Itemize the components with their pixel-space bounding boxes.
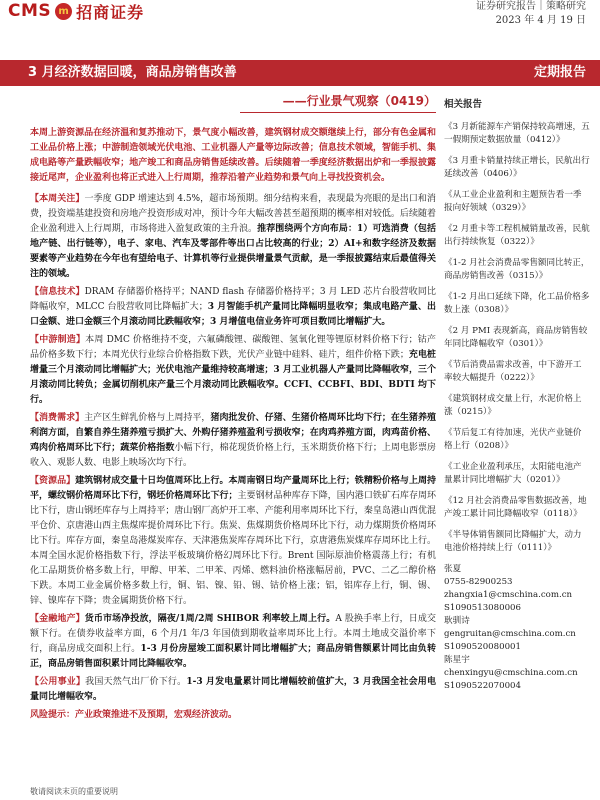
section-bold-text: 货币市场净投放，隔夜/1周/2周 SHIBOR 利率较上周上行。 (84, 614, 336, 624)
section-tag: 【中游制造】 (30, 335, 86, 345)
analyst-name: 陈星宇 (444, 655, 470, 665)
section-tag: 【本周关注】 (30, 194, 85, 204)
section-text: 主产区生鲜乳价格与上周持平， (84, 413, 211, 423)
main-content (30, 126, 436, 723)
logo-mark-icon: m (55, 3, 72, 20)
related-reports-heading: 相关报告 (444, 99, 483, 110)
report-date: 2023 年 4 月 19 日 (495, 15, 586, 26)
analyst-email[interactable]: chenxingyu@cmschina.com.cn (444, 668, 578, 678)
section-resources (30, 474, 436, 609)
sidebar (444, 98, 590, 693)
related-report-link[interactable]: 《半导体销售额同比降幅扩大，动力电池价格持续上行（0111）》 (444, 530, 582, 553)
section-information-tech (30, 285, 436, 330)
related-report-link[interactable]: 《从工业企业盈利和主题预告看一季报向好领域（0329）》 (444, 190, 582, 213)
analyst-contacts (444, 563, 590, 693)
analyst-email[interactable]: zhangxia1@cmschina.com.cn (444, 590, 573, 600)
analyst-phone: 0755-82900253 (444, 577, 513, 587)
analyst-name: 耿驯诗 (444, 616, 470, 626)
section-text: 一季度 GDP 增速达到 4.5%，超市场预期。细分结构来看，表现最为亮眼的是出口和消费，投资端基建投资和房地产投资形成对冲，预计今年大幅改善甚至超预期的概率相对较低。后续随着企业盈利进入上行周期，市场将进入盈复政策的主升浪。 (30, 194, 436, 234)
section-finance-realestate (30, 612, 436, 672)
summary-paragraph: 本周上游资源品在经济温和复苏推动下，景气度小幅改善，建筑钢材成交额继续上行，部分有色金属和工业品价格上涨；中游制造领域光伏电池、工业机器人产量等边际改善；信息技术领域，智能手机、集成电路等产量跌幅收窄；地产竣工和商品房销售延续改善。后续随着一季度经济数据出炉和一季报披露接近尾声，企业盈利也将正式进入上行周期，推荐沿着产业趋势和景气向上寻找投资机会。 (30, 128, 436, 183)
related-report-link[interactable]: 《3 月新能源车产销保持较高增速，五一假期预定数据放量（0412）》 (444, 122, 590, 145)
analyst-name: 张夏 (444, 564, 462, 574)
section-bold-text-2: 1-3 月份房屋竣工面积累计同比增幅扩大；商品房销售额累计同比由负转正，商品房销售面积累计同比降幅收窄。 (30, 644, 436, 669)
related-report-link[interactable]: 《节后消费品需求改善，中下游开工率较大幅提升（0222）》 (444, 360, 582, 383)
section-text: 我国天然气出厂价下行。 (85, 677, 187, 687)
section-bold-text: 3 月智能手机产量同比降幅明显收窄；集成电路产量、出口金额、进口金额三个月滚动同比跌幅收窄；3 月增值电信业务许可项目数同比增幅扩大。 (30, 302, 436, 327)
section-bold-text: 建筑钢材成交量十日均值周环比上行。本周南钢日均产量周环比上行；铁精粉价格与上周持平，螺纹钢价格周环比下行，钢坯价格周环比下行； (30, 476, 436, 501)
section-tag: 【金融地产】 (30, 614, 85, 624)
section-bold-text: 推荐围绕两个方向布局：1）可选消费（包括地产链、出行链等），电子、家电、汽车及零部件等出口占比较高的行业；2）AI+和数字经济及数据要素等产业趋势在今年也有望给电子、计算机等行业提供增量景气贡献，是一季报披露结束后最值得关注的领域。 (30, 224, 436, 279)
section-text: 本周 DMC 价格维持不变，六氟磷酸锂、碳酸锂、氢氧化锂等锂原材料价格下行；钴产品价格多数下行；本周光伏行业综合价格指数下跌，光伏产业链中硅料、硅片，组件价格下跌； (30, 335, 436, 360)
report-title: 3 月经济数据回暖，商品房销售改善 (28, 65, 237, 80)
section-text-continued: 小幅下行，棉花现货价格上行，玉米期货价格下行；上周电影票房收入、观影人数、电影上映场次均下行。 (30, 443, 436, 468)
related-report-link[interactable]: 《建筑钢材成交量上行，水泥价格上涨（0215）》 (444, 394, 582, 417)
section-text-continued: A 股换手率上行，日成交额下行。在债券收益率方面，6 个月/1 年/3 年国债到期收益率周环比上行。本周土地成交溢价率下行，商品房成交面积上行。 (30, 614, 436, 654)
section-tag: 【公用事业】 (30, 677, 86, 687)
section-consumer-demand (30, 411, 436, 471)
logo-cms-text: CMS (8, 1, 52, 21)
analyst-license: S1090522070004 (444, 681, 521, 691)
section-weekly-focus (30, 192, 436, 282)
related-report-link[interactable]: 《2 月 PMI 表现新高，商品房销售较年同比降幅收窄（0301）》 (444, 326, 588, 349)
related-report-link[interactable]: 《节后复工有待加速，光伏产业链价格上行（0208）》 (444, 428, 582, 451)
section-tag: 【资源品】 (30, 476, 76, 486)
cms-logo (8, 0, 144, 22)
page-footer: 敬请阅读末页的重要说明 (30, 787, 118, 796)
related-report-link[interactable]: 《3 月重卡销量持续正增长，民航出行延续改善（0406）》 (444, 156, 590, 179)
related-report-link[interactable]: 《12 月社会消费品零售数据改善，地产竣工累计同比降幅收窄（0118）》 (444, 496, 587, 519)
section-text: DRAM 存储器价格持平；NAND flash 存储器价格持平；3 月 LED 芯片台股营收同比降幅收窄，MLCC 台股营收同比降幅扩大； (30, 287, 436, 312)
analyst-email[interactable]: gengruitan@cmschina.com.cn (444, 629, 576, 639)
section-bold-text: 1-3 月发电量累计同比增幅较前值扩大，3 月我国全社会用电量同比增幅收窄。 (30, 677, 436, 702)
logo-chinese-text: 招商证券 (76, 2, 145, 22)
subtitle-divider (240, 112, 436, 113)
analyst-license: S1090513080006 (444, 603, 521, 613)
header-meta (476, 0, 586, 28)
report-category: 证券研究报告｜策略研究 (476, 1, 586, 12)
section-bold-text: 充电桩增量三个月滚动同比增幅扩大；光伏电池产量维持较高增速；3 月工业机器人产量同比降幅收窄，三个月滚动同比转负；金属切削机床产量三个月滚动同比跌幅收窄。CCFI、CCBFI、BDI、BDTI 均下行。 (30, 350, 436, 405)
title-band (0, 60, 600, 86)
section-tag: 【消费需求】 (30, 413, 85, 423)
report-type: 定期报告 (533, 65, 586, 80)
related-report-link[interactable]: 《工业企业盈利承压，太阳能电池产量累计同比增幅扩大（0201）》 (444, 462, 582, 485)
section-midstream-manufacturing (30, 333, 436, 408)
related-report-link[interactable]: 《1-2 月出口延续下降，化工品价格多数上涨（0308）》 (444, 292, 590, 315)
section-text-continued: 主要钢材品种库存下降，国内港口铁矿石库存周环比下行，唐山钢坯库存与上周持平；唐山钢厂高炉开工率、产能利用率周环比下行，秦皇岛港山西优混平仓价、京唐港山西主焦煤库提价周环比下行。焦炭、焦煤期货价格周环比下行，动力煤期货价格周环比下行。库存方面，秦皇岛港煤炭库存、天津港焦炭库存周环比下行，京唐港焦炭煤库存周环比上行。本周全国水泥价格指数下行，浮法平板玻璃价格幻周环比下行。Brent 国际原油价格震荡上行；有机化工品期货价格多数上行，甲醇、甲苯、二甲苯、丙烯、燃料油价格涨幅居前，PVC、二乙二醇价格下跌。本周工业金属价格多数上行，铜、铝、镍、铅、锡、钴价格上涨；铝，铝库存上行，铜、锡、锌、镍库存下降；贵金属期货价格下行。 (30, 491, 436, 606)
risk-warning: 风险提示：产业政策推进不及预期，宏观经济波动。 (30, 710, 238, 720)
section-utilities (30, 675, 436, 705)
related-report-link[interactable]: 《2 月重卡等工程机械销量改善，民航出行持续恢复（0322）》 (444, 224, 590, 247)
report-subtitle: ——行业景气观察（0419） (282, 94, 436, 108)
related-report-link[interactable]: 《1-2 月社会消费品零售额同比转正，商品房销售改善（0315）》 (444, 258, 590, 281)
section-bold-text: 猪肉批发价、仔猪、生猪价格周环比均下行；在生猪养殖利润方面，自繁自养生猪养殖亏损扩大、外购仔猪养殖盈利亏损收窄；在肉鸡养殖方面，肉鸡苗价格、鸡肉价格周环比下行；蔬菜价格指数 (30, 413, 436, 453)
section-tag: 【信息技术】 (30, 287, 85, 297)
analyst-license: S1090520080001 (444, 642, 521, 652)
page-header (0, 0, 600, 40)
